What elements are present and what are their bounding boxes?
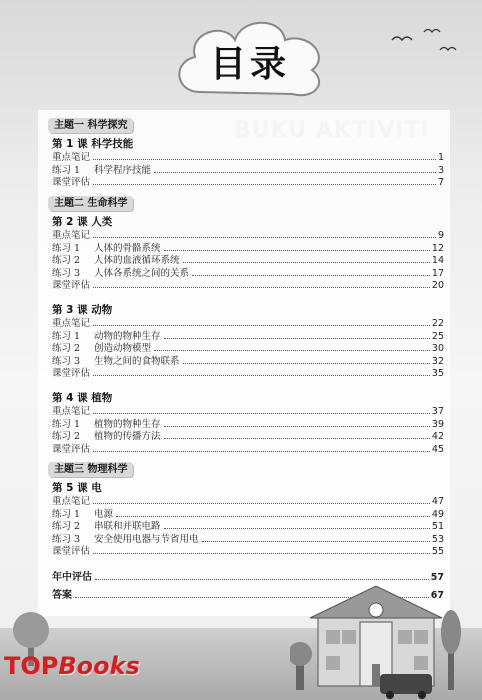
entry-label: 练习 2 [52, 255, 81, 267]
entry-label: 练习 1 [52, 418, 81, 430]
page-number: 30 [431, 343, 444, 355]
page-number: 45 [431, 443, 444, 455]
dot-leader [183, 262, 430, 263]
entry-label: 重点笔记 [52, 230, 91, 241]
page-number: 14 [431, 255, 444, 267]
dot-leader [93, 184, 436, 185]
theme-heading: 主题二 生命科学 [48, 196, 133, 211]
entry-title: 人体的血液循环系统 [94, 255, 180, 267]
page-number: 49 [431, 508, 444, 520]
entry-label: 练习 1 [52, 330, 81, 342]
entry-title: 答案 [52, 590, 72, 601]
page-title: 目录 [209, 44, 290, 85]
entry-label: 重点笔记 [52, 318, 91, 329]
page-number: 51 [431, 521, 444, 533]
toc-entry[interactable] [52, 354, 444, 367]
entry-label: 练习 2 [52, 431, 81, 443]
page-number: 22 [431, 318, 444, 329]
page-number: 39 [431, 418, 444, 430]
lesson-heading: 第 4 课 植物 [52, 392, 113, 404]
dot-leader [93, 287, 430, 288]
dot-leader [93, 159, 436, 160]
dot-leader [183, 363, 430, 364]
theme-heading: 主题三 物理科学 [48, 462, 133, 477]
page-number: 9 [437, 230, 444, 241]
entry-title: 电源 [94, 508, 114, 520]
page-number: 57 [430, 572, 444, 583]
page-number: 17 [431, 267, 444, 279]
entry-title: 动物的物种生存 [94, 330, 161, 342]
entry-label: 练习 2 [52, 521, 81, 533]
dot-leader [93, 451, 430, 452]
dot-leader [202, 541, 430, 542]
toc-entry[interactable] [52, 429, 444, 442]
entry-title: 年中评估 [52, 572, 92, 583]
lesson-heading: 第 2 课 人类 [52, 216, 113, 228]
toc-entry[interactable] [52, 278, 444, 291]
theme-heading: 主题一 科学探究 [48, 118, 133, 133]
page-number: 20 [431, 280, 444, 292]
page-number: 7 [437, 177, 444, 189]
entry-title: 科学程序技能 [94, 164, 152, 176]
page-number: 42 [431, 431, 444, 443]
toc-entry[interactable] [52, 366, 444, 379]
dot-leader [164, 338, 430, 339]
entry-label: 课堂评估 [52, 546, 91, 558]
dot-leader [164, 528, 430, 529]
entry-label: 练习 3 [52, 355, 81, 367]
entry-label: 练习 2 [52, 343, 81, 355]
entry-label: 练习 1 [52, 508, 81, 520]
page-number: 25 [431, 330, 444, 342]
lesson-heading: 第 1 课 科学技能 [52, 138, 134, 150]
page-number: 55 [431, 546, 444, 558]
lesson-heading: 第 5 课 电 [52, 482, 102, 494]
watermark-top-text: TOP [4, 652, 59, 680]
page-number: 12 [431, 242, 444, 254]
page-number: 1 [437, 152, 444, 163]
entry-title: 创造动物模型 [94, 343, 152, 355]
toc-entry[interactable] [52, 163, 444, 176]
lesson-heading: 第 3 课 动物 [52, 304, 113, 316]
page-number: 67 [430, 590, 444, 601]
dot-leader [93, 237, 436, 238]
dot-leader [93, 503, 430, 504]
page-number: 3 [437, 164, 444, 176]
entry-title: 串联和并联电路 [94, 521, 161, 533]
entry-title: 生物之间的食物联系 [94, 355, 180, 367]
page-number: 47 [431, 496, 444, 507]
school-building-icon [290, 574, 480, 700]
entry-label: 练习 1 [52, 242, 81, 254]
page-number: 32 [431, 355, 444, 367]
entry-title: 人体的骨骼系统 [94, 242, 161, 254]
dot-leader [164, 438, 430, 439]
dot-leader [164, 426, 430, 427]
entry-label: 练习 3 [52, 533, 81, 545]
dot-leader [93, 325, 430, 326]
entry-label: 课堂评估 [52, 177, 91, 189]
entry-label: 重点笔记 [52, 496, 91, 507]
entry-label: 练习 1 [52, 164, 81, 176]
dot-leader [164, 250, 430, 251]
toc-entry[interactable] [52, 442, 444, 455]
watermark-books-text: Books [58, 652, 140, 680]
page-number: 35 [431, 368, 444, 380]
entry-label: 重点笔记 [52, 152, 91, 163]
entry-title: 安全使用电器与节省用电 [94, 533, 199, 545]
dot-leader [93, 553, 430, 554]
dot-leader [93, 375, 430, 376]
entry-label: 练习 3 [52, 267, 81, 279]
dot-leader [192, 275, 430, 276]
dot-leader [116, 516, 430, 517]
birds-icon [390, 28, 460, 56]
dot-leader [154, 172, 436, 173]
toc-entry[interactable] [52, 175, 444, 188]
entry-label: 课堂评估 [52, 368, 91, 380]
entry-label: 重点笔记 [52, 406, 91, 417]
entry-label: 课堂评估 [52, 280, 91, 292]
page-number: 37 [431, 406, 444, 417]
page-number: 53 [431, 533, 444, 545]
entry-label: 课堂评估 [52, 443, 91, 455]
toc-entry[interactable] [52, 532, 444, 545]
topbooks-watermark [4, 652, 140, 680]
dot-leader [154, 350, 430, 351]
entry-title: 植物的传播方法 [94, 431, 161, 443]
entry-title: 植物的物种生存 [94, 418, 161, 430]
entry-title: 人体各系统之间的关系 [94, 267, 190, 279]
dot-leader [93, 413, 430, 414]
toc-entry[interactable] [52, 544, 444, 557]
toc-entry[interactable] [52, 266, 444, 279]
